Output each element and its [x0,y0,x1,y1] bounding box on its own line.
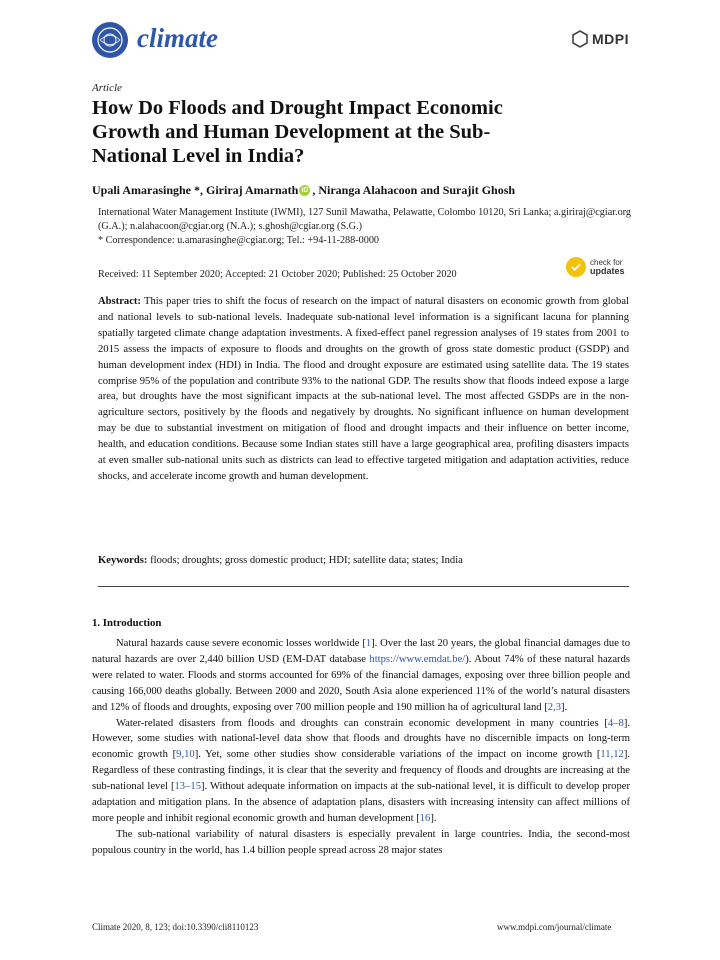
keywords-label: Keywords: [98,555,148,566]
article-type: Article [92,82,122,94]
keywords-text: floods; droughts; gross domestic product; HDI; satellite data; states; India [150,555,463,566]
citation-link[interactable]: 4–8 [607,717,624,729]
check-updates-line2: updates [590,266,625,276]
introduction-body [92,636,630,859]
journal-name[interactable]: climate [137,23,218,53]
check-updates-line1: check for [590,258,623,267]
section-divider [98,586,629,587]
paragraph-3: The sub-national variability of natural disasters is especially prevalent in large countries. India, the second-most populous country in the world, has 1.4 billion people spread across 28 major states [92,828,630,856]
citation-link[interactable]: 11,12 [600,749,624,761]
paragraph-1: Natural hazards cause severe economic losses worldwide [1]. Over the last 20 years, the global financial damages due to natural hazards are over 2,440 billion USD (EM-DAT database https://www.emdat.be/). About 74% of these natural hazards were related to water. Floods and storms accounted for 69% of the financial damages, exposing over three billion people and causing 166,000 deaths globally. Between 2000 and 2020, South Asia alone experienced 11% of the world’s natural disasters and 12% of floods and droughts, exposing over 700 million people and 190 million ha of agricultural land [2,3]. [92,638,631,713]
author-2: Giriraj Amarnath [206,183,299,197]
citation-footer: Climate 2020, 8, 123; doi:10.3390/cli8110123 [92,922,259,932]
author-1: Upali Amarasinghe *, [92,183,204,197]
affiliation-block [98,206,643,248]
paragraph-2: Water-related disasters from floods and droughts can constrain economic development in many countries [4–8]. However, some studies with national-level data show that floods and droughts have no discernible impacts on long-term economic growth [9,10]. Yet, some other studies show considerable variations of the impact on income growth [11,12]. Regardless of these contrasting findings, it is clear that the severity and frequency of floods and droughts are increasing at the sub-national level [13–15]. Without adequate information on impacts at the sub-national level, it is difficult to develop proper adaptation and mitigation plans. In the absence of adaptation plans, disasters with increasing intensity can affect millions of more people and inhibit regional economic growth and human development [16]. [92,717,631,824]
publication-dates: Received: 11 September 2020; Accepted: 21 October 2020; Published: 25 October 2020 [98,269,457,280]
citation-link[interactable]: 1 [365,638,372,649]
section-heading-introduction: 1. Introduction [92,617,162,629]
citation-link[interactable]: 2,3 [547,701,561,713]
citation-link[interactable]: 13–15 [174,781,201,793]
citation-link[interactable]: 9,10 [176,749,195,761]
publisher-name: MDPI [592,31,629,47]
article-title: How Do Floods and Drought Impact Economic Growth and Human Development at the Sub-National Level in India? [92,97,503,167]
abstract [98,294,629,485]
keywords [98,555,629,566]
author-rest: , Niranga Alahacoon and Surajit Ghosh [312,183,516,197]
check-for-updates-button[interactable] [566,257,625,277]
orcid-icon[interactable]: iD [301,187,309,194]
check-updates-icon [566,257,586,277]
affiliation: International Water Management Institute (IWMI), 127 Sunil Mawatha, Pelawatte, Colombo 10120, Sri Lanka; a.giriraj@cgiar.org (G.A.); n.alahacoon@cgiar.org (N.A.); s.ghosh@cgiar.org (S.G.) [98,207,631,232]
abstract-label: Abstract: [98,296,141,307]
correspondence: * Correspondence: u.amarasinghe@cgiar.org; Tel.: +94-11-288-0000 [98,235,380,246]
abstract-text: This paper tries to shift the focus of research on the impact of natural disasters on economic growth from global and national levels to sub-national levels. Inadequate sub-national level information is a significant lacuna for planning spatially targeted climate change adaptation investments. A fixed-effect panel regression analyses of 19 states from 2001 to 2015 assess the impacts of exposure to floods and droughts on the growth of gross state domestic product (GSDP) and human development index (HDI) in India. The flood and drought exposure are estimated using satellite data. The 19 states comprise 95% of the population and contribute 93% to the national GDP. The results show that floods indeed expose a large area, but droughts have the most significant impacts at the sub-national level. The most affected GSDPs are in the non-agriculture sectors, positively by the floods and negatively by droughts. No significant influence on human development may be due to substantial investment on mitigation of flood and drought impacts and their influence on better income, health, and education conditions. Because some Indian states still have a large geographical area, profiling disasters impacts at even smaller sub-national units such as districts can lead to effective targeted mitigation and adaptation activities, reduce shocks, and accelerate income growth and human development. [98,296,629,482]
citation-link[interactable]: 16 [419,812,431,824]
journal-url-footer[interactable]: www.mdpi.com/journal/climate [497,922,612,932]
author-list [92,183,515,198]
journal-logo-icon [92,22,128,58]
emdat-link[interactable]: https://www.emdat.be/ [369,653,466,665]
publisher-logo[interactable] [572,30,629,48]
mdpi-hex-icon [572,30,588,48]
